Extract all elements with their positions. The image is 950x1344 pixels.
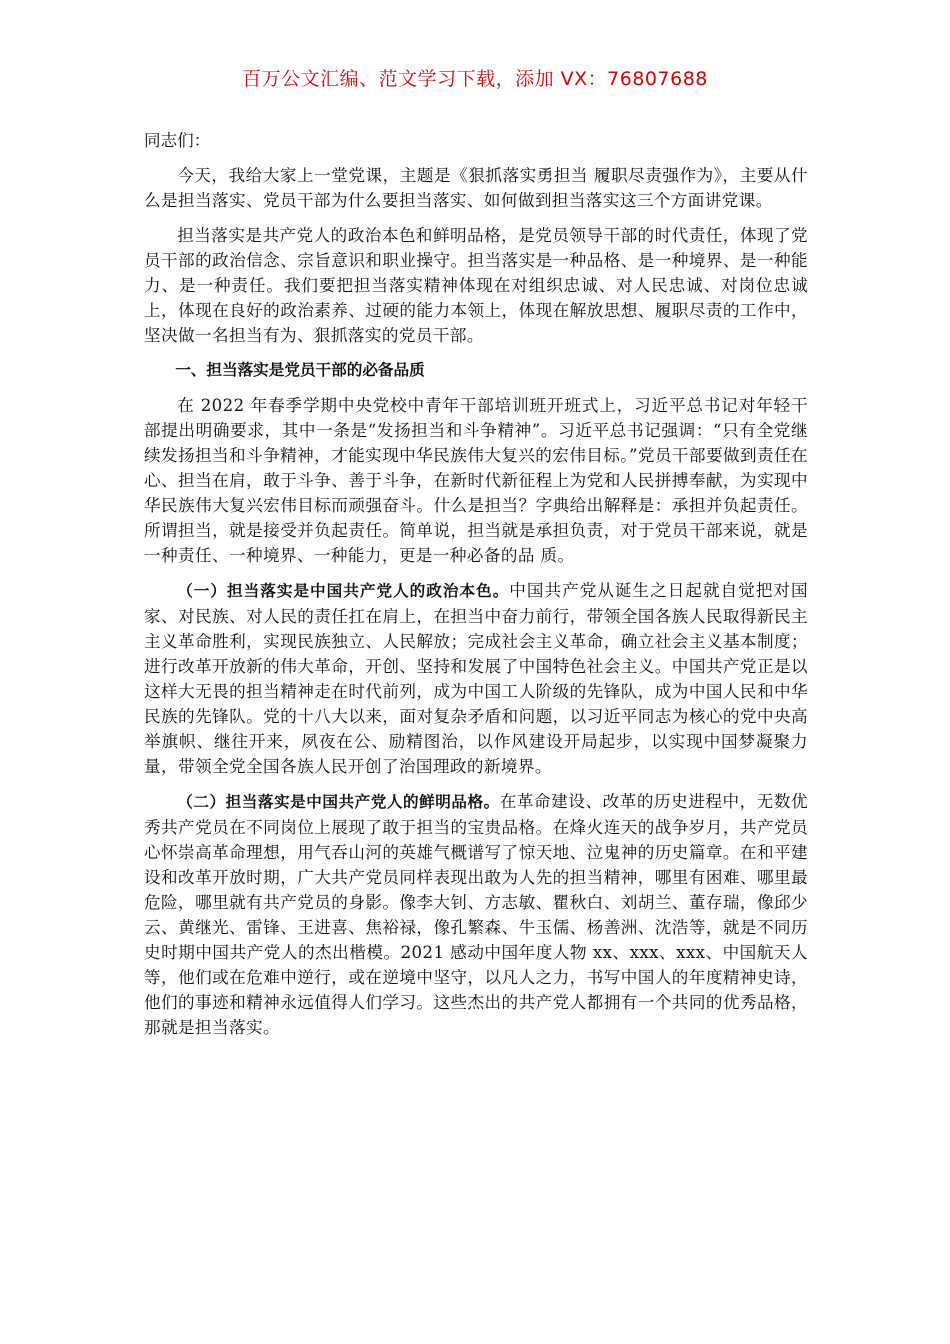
subsection-two-text: 在革命建设、改革的历史进程中，无数优秀共产党员在不同岗位上展现了敢于担当的宝贵品格。在烽火连天的战争岁月，共产党员心怀崇高革命理想，用气吞山河的英雄气概谱写了惊天地、泣鬼神的历史篇章。在和平建设和改革开放时期，广大共产党员同样表现出敢为人先的担当精神，哪里有困难、哪里最危险，哪里就有共产党员的身影。像李大钊、方志敏、瞿秋白、刘胡兰、董存瑞，像邱少云、黄继光、雷锋、王进喜、焦裕禄，像孔繁森、牛玉儒、杨善洲、沈浩等，就是不同历史时期中国共产党人的杰出楷模。2021 感动中国年度人物 xx、xxx、xxx、中国航天人等，他们或在危难中逆行，或在逆境中坚守，以凡人之力，书写中国人的年度精神史诗，他们的事迹和精神永远值得人们学习。这些杰出的共产党人都拥有一个共同的优秀品格，那就是担当落实。 <box>144 792 808 1037</box>
subsection-two <box>144 789 808 1040</box>
document-body <box>144 128 808 1050</box>
subsection-one-lead: （一）担当落实是中国共产党人的政治本色。 <box>177 582 510 600</box>
subsection-one <box>144 578 808 779</box>
header-banner: 百万公文汇编、范文学习下载，添加 VX：76807688 <box>242 68 708 90</box>
salutation: 同志们： <box>144 131 211 150</box>
section-paragraph: 在 2022 年春季学期中央党校中青年干部培训班开班式上，习近平总书记对年轻干部提出明确要求，其中一条是“发扬担当和斗争精神”。习近平总书记强调：“只有全党继续发扬担当和斗争精神，才能实现中华民族伟大复兴的宏伟目标。”党员干部要做到责任在心、担当在肩，敢于斗争、善于斗争，在新时代新征程上为党和人民拼搏奉献，为实现中华民族伟大复兴宏伟目标而顽强奋斗。什么是担当？字典给出解释是：承担并负起责任。所谓担当，就是接受并负起责任。简单说，担当就是承担负责，对于党员干部来说，就是一种责任、一种境界、一种能力，更是一种必备的品 质。 <box>144 396 808 565</box>
section-heading: 一、担当落实是党员干部的必备品质 <box>175 361 425 379</box>
subsection-one-text: 中国共产党从诞生之日起就自觉把对国家、对民族、对人民的责任扛在肩上，在担当中奋力前行，带领全国各族人民取得新民主主义革命胜利，实现民族独立、人民解放；完成社会主义革命，确立社会主义基本制度；进行改革开放新的伟大革命，开创、坚持和发展了中国特色社会主义。中国共产党正是以这样大无畏的担当精神走在时代前列，成为中国工人阶级的先锋队，成为中国人民和中华民族的先锋队。党的十八大以来，面对复杂矛盾和问题，以习近平同志为核心的党中央高举旗帜、继往开来，夙夜在公、励精图治，以作风建设开局起步，以实现中国梦凝聚力量，带领全党全国各族人民开创了治国理政的新境界。 <box>144 581 808 776</box>
intro-paragraph: 今天，我给大家上一堂党课，主题是《狠抓落实勇担当 履职尽责强作为》，主要从什么是担当落实、党员干部为什么要担当落实、如何做到担当落实这三个方面讲党课。 <box>144 166 808 210</box>
overview-paragraph: 担当落实是共产党人的政治本色和鲜明品格，是党员领导干部的时代责任，体现了党员干部的政治信念、宗旨意识和职业操守。担当落实是一种品格、是一种境界、是一种能力、是一种责任。我们要把担当落实精神体现在对组织忠诚、对人民忠诚、对岗位忠诚上，体现在良好的政治素养、过硬的能力本领上，体现在解放思想、履职尽责的工作中，坚决做一名担当有为、狠抓落实的党员干部。 <box>144 226 808 345</box>
subsection-two-lead: （二）担当落实是中国共产党人的鲜明品格。 <box>177 793 500 811</box>
